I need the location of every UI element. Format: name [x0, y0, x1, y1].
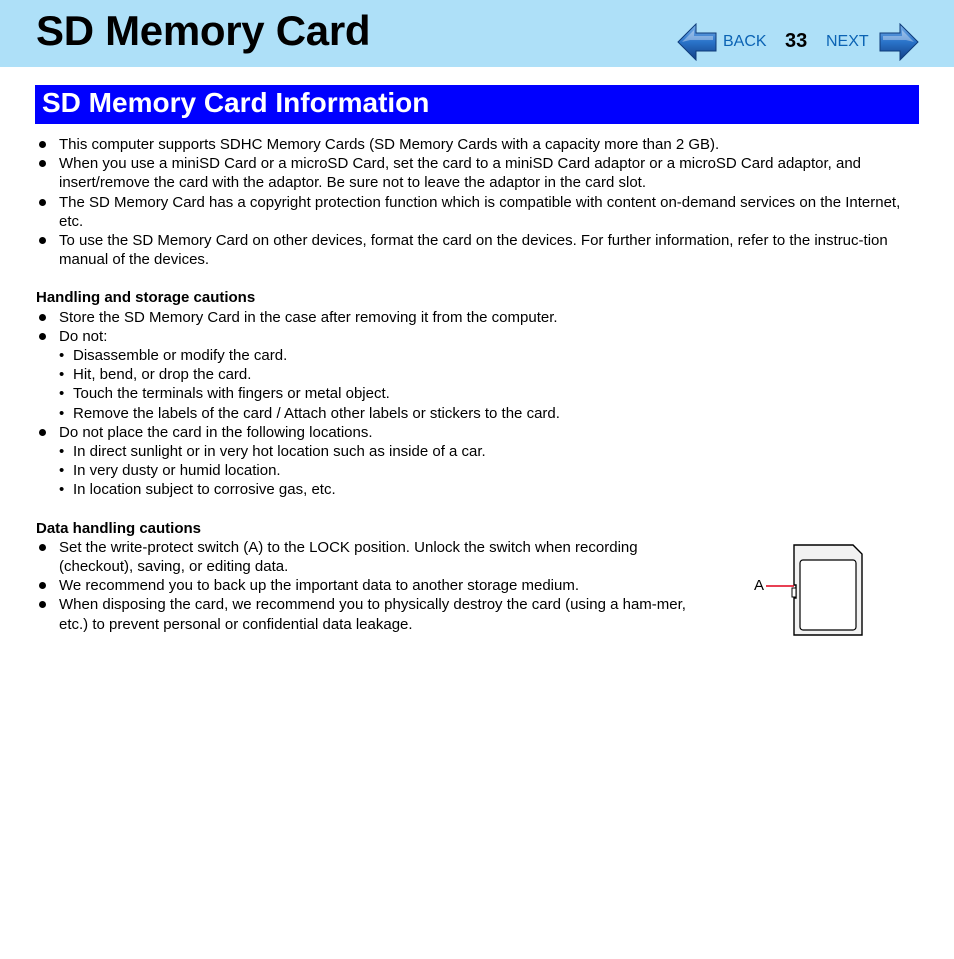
list-item: When you use a miniSD Card or a microSD Card, set the card to a miniSD Card adaptor or a microSD Card adaptor, and insert/remove the card with the adaptor. Be sure not to leave the adaptor in the card slot. [36, 154, 920, 192]
list-item: Set the write-protect switch (A) to the LOCK position. Unlock the switch when recording (checkout), saving, or editing data. [36, 538, 701, 576]
write-protect-label: A [754, 577, 765, 594]
data-handling-heading: Data handling cautions [36, 519, 202, 537]
list-item-text: Do not place the card in the following locations. [59, 423, 373, 441]
sub-list [59, 346, 920, 423]
intro-list [36, 135, 920, 269]
sub-list-item: • In location subject to corrosive gas, etc. [59, 480, 920, 499]
data-handling-list [36, 538, 701, 634]
handling-heading: Handling and storage cautions [36, 289, 256, 307]
list-item [36, 423, 920, 500]
sd-card-figure [752, 543, 864, 639]
next-label: NEXT [826, 33, 869, 50]
list-item: We recommend you to back up the important data to another storage medium. [36, 576, 701, 595]
page-header [0, 0, 954, 67]
section-title: SD Memory Card Information [42, 87, 430, 118]
section-heading-bar [35, 85, 919, 124]
sub-list-item: • In very dusty or humid location. [59, 461, 920, 480]
back-button[interactable] [676, 23, 776, 61]
list-item: Store the SD Memory Card in the case after removing it from the computer. [36, 308, 920, 327]
sub-list-item: • In direct sunlight or in very hot location such as inside of a car. [59, 442, 920, 461]
back-label: BACK [723, 33, 767, 50]
next-button[interactable] [824, 23, 920, 61]
handling-list [36, 308, 920, 500]
sub-list-item: • Touch the terminals with fingers or metal object. [59, 384, 920, 403]
next-arrow-icon [878, 23, 920, 61]
sd-card-icon [752, 543, 864, 639]
list-item: The SD Memory Card has a copyright protection function which is compatible with content on-demand services on the Internet, etc. [36, 193, 920, 231]
page-number: 33 [785, 30, 808, 52]
page-title: SD Memory Card [36, 7, 371, 54]
list-item [36, 327, 920, 423]
list-item: To use the SD Memory Card on other devices, format the card on the devices. For further information, refer to the instruc-tion manual of the devices. [36, 231, 920, 269]
list-item: When disposing the card, we recommend you to physically destroy the card (using a ham-mer, etc.) to prevent personal or confidential data leakage. [36, 595, 701, 633]
list-item: This computer supports SDHC Memory Cards (SD Memory Cards with a capacity more than 2 GB). [36, 135, 920, 154]
sub-list [59, 442, 920, 500]
sub-list-item: • Remove the labels of the card / Attach other labels or stickers to the card. [59, 404, 920, 423]
sub-list-item: • Hit, bend, or drop the card. [59, 365, 920, 384]
sub-list-item: • Disassemble or modify the card. [59, 346, 920, 365]
back-arrow-icon [676, 23, 718, 61]
list-item-text: Do not: [59, 327, 108, 345]
